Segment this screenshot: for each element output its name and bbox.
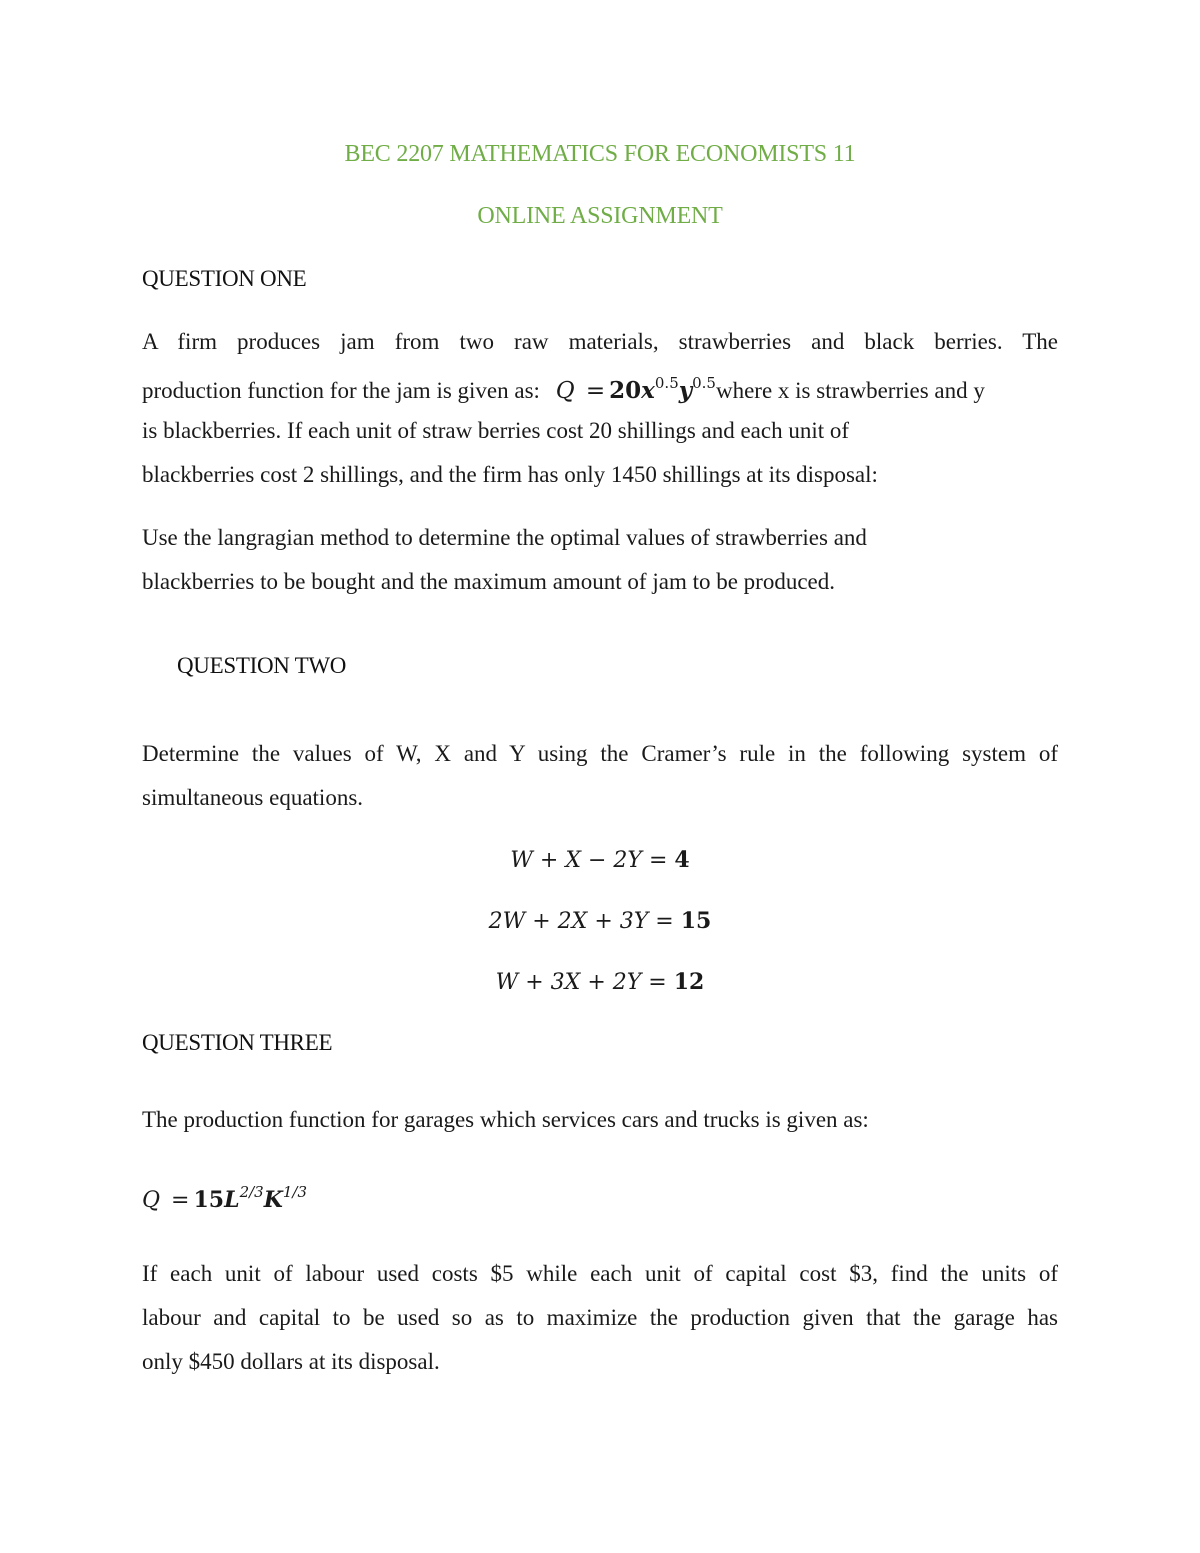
formula-coefficient: 20	[609, 377, 642, 404]
q1-task-line-1: Use the langragian method to determine the optimal values of strawberries and	[142, 525, 867, 550]
q1-line-2-pre: production function for the jam is given as:	[142, 378, 540, 403]
equation-1-equals: =	[648, 848, 668, 873]
formula-x-exponent: 0.5	[654, 374, 679, 392]
equation-2-rhs: 15	[680, 908, 712, 934]
assignment-title: ONLINE ASSIGNMENT	[477, 203, 723, 229]
formula-y-exponent: 0.5	[692, 374, 716, 392]
q3-line-1: The production function for garages which services cars and trucks is given as:	[142, 1107, 869, 1132]
garage-production-formula	[142, 1183, 307, 1213]
jam-production-formula	[555, 374, 716, 404]
equation-3-lhs: W + 3X + 2Y	[495, 970, 642, 995]
question-three-heading: QUESTION THREE	[142, 1030, 333, 1055]
formula-q: Q	[555, 378, 575, 404]
q1-line-2	[142, 374, 1058, 404]
q1-line-3: is blackberries. If each unit of straw berries cost 20 shillings and each unit of	[142, 418, 850, 443]
q3-para-line-1: If each unit of labour used costs $5 while each unit of capital cost $3, find the units of	[142, 1261, 1058, 1286]
q1-line-2-post: where x is strawberries and y	[715, 378, 985, 403]
question-one-heading: QUESTION ONE	[142, 266, 307, 291]
q1-line-1: A firm produces jam from two raw materials, strawberries and black berries. The	[142, 329, 1058, 354]
equation-1	[0, 847, 1200, 873]
course-title: BEC 2207 MATHEMATICS FOR ECONOMISTS 11	[344, 141, 856, 167]
q1-task-line-2: blackberries to be bought and the maximum amount of jam to be produced.	[142, 569, 836, 594]
formula-q3-coefficient: 15	[193, 1187, 225, 1213]
formula-q3-l: L	[224, 1187, 240, 1213]
formula-q3-q: Q	[142, 1188, 161, 1213]
q3-para-line-2: labour and capital to be used so as to maximize the production given that the garage has	[142, 1305, 1058, 1330]
equation-3-rhs: 12	[673, 969, 705, 995]
formula-q3-k-exponent: 1/3	[282, 1183, 307, 1201]
formula-q3-equals: =	[171, 1188, 190, 1213]
equation-2-lhs: 2W + 2X + 3Y	[488, 909, 649, 934]
q2-line-2: simultaneous equations.	[142, 785, 364, 810]
formula-x: x	[641, 377, 655, 404]
equation-1-rhs: 4	[674, 847, 690, 873]
question-two-heading: QUESTION TWO	[177, 653, 347, 678]
equation-2-equals: =	[655, 909, 674, 934]
equation-1-lhs: W + X − 2Y	[510, 848, 642, 873]
formula-q3-k: K	[263, 1187, 283, 1213]
formula-equals: =	[585, 378, 606, 404]
formula-q3-l-exponent: 2/3	[239, 1183, 264, 1201]
equation-3	[0, 969, 1200, 995]
formula-y: y	[678, 377, 693, 404]
q1-line-4: blackberries cost 2 shillings, and the firm has only 1450 shillings at its disposal:	[142, 462, 878, 487]
equation-2	[0, 908, 1200, 934]
q3-para-line-3: only $450 dollars at its disposal.	[142, 1349, 440, 1374]
equation-3-equals: =	[648, 970, 667, 995]
q2-line-1: Determine the values of W, X and Y using the Cramer’s rule in the following system of	[142, 741, 1058, 766]
